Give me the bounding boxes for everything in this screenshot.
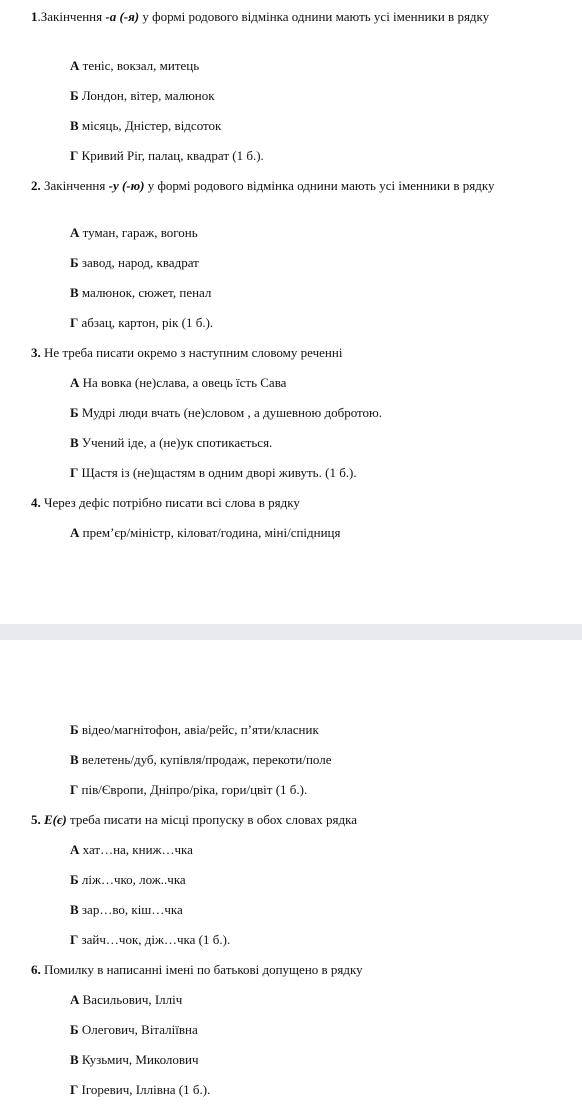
option-text: малюнок, сюжет, пенал (78, 285, 212, 300)
option-text: Щастя із (не)щастям в одним дворі живуть. (1 б.). (78, 465, 357, 480)
option-v (70, 901, 560, 918)
option-b (70, 404, 560, 421)
option-a (70, 991, 560, 1008)
option-text: Мудрі люди вчать (не)словом , а душевною добротою. (78, 405, 383, 420)
question-number: 1 (31, 9, 38, 24)
option-letter: А (70, 992, 80, 1007)
question-3 (31, 344, 551, 361)
option-letter: Б (70, 405, 79, 420)
option-letter: Г (70, 1082, 79, 1097)
option-text: теніс, вокзал, митець (79, 58, 200, 73)
option-letter: Г (70, 932, 79, 947)
option-text: прем’єр/міністр, кіловат/година, міні/спідниця (79, 525, 341, 540)
option-letter: А (70, 375, 80, 390)
option-v (70, 117, 560, 134)
option-text: Ігоревич, Іллівна (1 б.). (78, 1082, 211, 1097)
option-text: ліж…чко, лож..чка (78, 872, 186, 887)
option-b (70, 721, 560, 738)
question-text: Не треба писати окремо з наступним словому реченні (40, 345, 343, 360)
target-letters: Е(є) (44, 812, 67, 827)
option-text: відео/магнітофон, авіа/рейс, п’яти/класник (78, 722, 319, 737)
option-letter: А (70, 225, 80, 240)
option-b (70, 1021, 560, 1038)
option-letter: В (70, 902, 79, 917)
option-a (70, 374, 560, 391)
option-letter: В (70, 752, 79, 767)
option-letter: А (70, 842, 80, 857)
question-4 (31, 494, 551, 511)
option-g (70, 464, 560, 481)
option-text: місяць, Дністер, відсоток (78, 118, 222, 133)
option-a (70, 57, 560, 74)
option-g (70, 781, 560, 798)
option-g (70, 1081, 560, 1098)
document-page-bottom (0, 640, 582, 1108)
option-text: пів/Європи, Дніпро/ріка, гори/цвіт (1 б.). (78, 782, 308, 797)
option-letter: Б (70, 722, 79, 737)
question-text: Закінчення (40, 178, 109, 193)
question-text: .Закінчення (37, 9, 106, 24)
option-text: Олегович, Віталіївна (78, 1022, 198, 1037)
option-text: завод, народ, квадрат (78, 255, 199, 270)
option-a (70, 841, 560, 858)
question-text: Помилку в написанні імені по батькові допущено в рядку (40, 962, 363, 977)
question-number: 4. (31, 495, 41, 510)
question-number: 3. (31, 345, 41, 360)
option-text: зайч…чок, діж…чка (1 б.). (78, 932, 231, 947)
question-5 (31, 811, 551, 828)
question-text: треба писати на місці пропуску в обох словах рядка (66, 812, 358, 827)
option-a (70, 524, 560, 541)
option-letter: В (70, 118, 79, 133)
option-text: абзац, картон, рік (1 б.). (78, 315, 214, 330)
option-text: велетень/дуб, купівля/продаж, перекоти/поле (78, 752, 332, 767)
question-2 (31, 177, 551, 194)
option-letter: В (70, 1052, 79, 1067)
option-text: Кривий Ріг, палац, квадрат (1 б.). (78, 148, 264, 163)
option-g (70, 931, 560, 948)
option-text: хат…на, книж…чка (79, 842, 193, 857)
option-v (70, 751, 560, 768)
option-v (70, 434, 560, 451)
case-ending: -у (-ю) (108, 178, 145, 193)
question-text: Через дефіс потрібно писати всі слова в рядку (40, 495, 300, 510)
option-text: Лондон, вітер, малюнок (78, 88, 215, 103)
option-letter: В (70, 285, 79, 300)
option-letter: Г (70, 315, 79, 330)
question-1 (31, 8, 551, 25)
option-text: Кузьмич, Миколович (78, 1052, 199, 1067)
option-letter: А (70, 58, 80, 73)
option-g (70, 147, 560, 164)
page-break-gap (0, 624, 582, 640)
option-letter: Г (70, 465, 79, 480)
option-letter: Б (70, 872, 79, 887)
option-g (70, 314, 560, 331)
option-letter: Г (70, 148, 79, 163)
option-text: туман, гараж, вогонь (79, 225, 198, 240)
option-letter: Б (70, 1022, 79, 1037)
question-number: 5. (31, 812, 41, 827)
option-letter: Г (70, 782, 79, 797)
question-6 (31, 961, 551, 978)
question-text: у формі родового відмінка однини мають усі іменники в рядку (144, 178, 495, 193)
question-text: у формі родового відмінка однини мають усі іменники в рядку (139, 9, 490, 24)
question-number: 6. (31, 962, 41, 977)
option-text: Васильович, Ілліч (79, 992, 183, 1007)
option-letter: Б (70, 88, 79, 103)
option-b (70, 254, 560, 271)
option-b (70, 87, 560, 104)
question-number: 2. (31, 178, 41, 193)
option-letter: Б (70, 255, 79, 270)
option-letter: А (70, 525, 80, 540)
option-v (70, 284, 560, 301)
option-text: зар…во, кіш…чка (78, 902, 183, 917)
option-a (70, 224, 560, 241)
case-ending: -а (-я) (105, 9, 140, 24)
option-v (70, 1051, 560, 1068)
option-b (70, 871, 560, 888)
option-text: Учений іде, а (не)ук спотикається. (78, 435, 273, 450)
option-letter: В (70, 435, 79, 450)
option-text: На вовка (не)слава, а овець їсть Сава (79, 375, 287, 390)
